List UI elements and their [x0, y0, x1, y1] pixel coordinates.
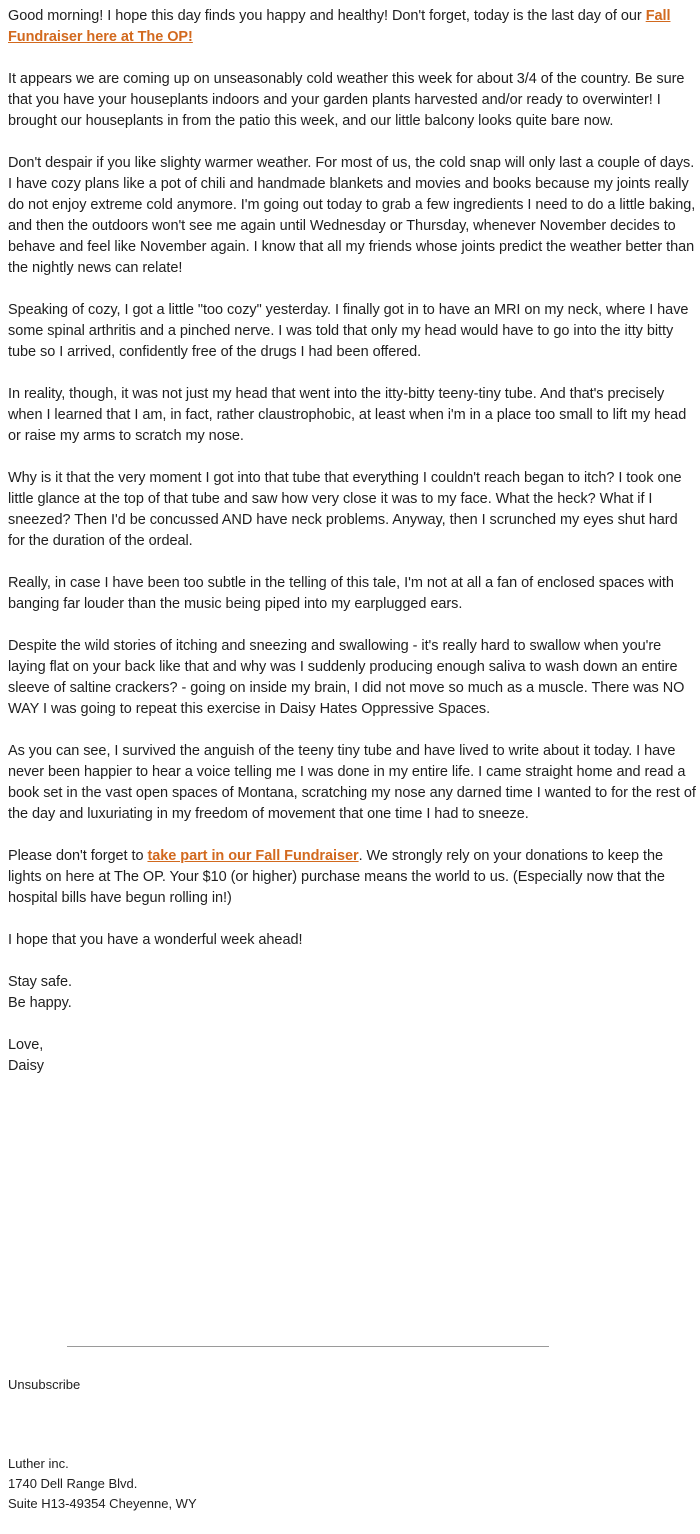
stay-safe-line: Stay safe.	[8, 974, 72, 990]
signoff-block	[8, 1035, 698, 1077]
stay-safe-block	[8, 972, 698, 1014]
email-body	[8, 6, 698, 1077]
wish-paragraph: I hope that you have a wonderful week ahead!	[8, 932, 303, 948]
fall-fundraiser-link[interactable]: Fall Fundraiser here at The OP!	[8, 8, 671, 45]
signature-name: Daisy	[8, 1058, 45, 1074]
unsubscribe-link[interactable]: Unsubscribe	[8, 1377, 81, 1392]
be-happy-line: Be happy.	[8, 995, 72, 1011]
survived-paragraph: As you can see, I survived the anguish of the teeny tiny tube and have lived to write about it today. I have never been happier to hear a voice telling me I was done in my entire life. I came straight home and read a book set in the vast open spaces of Montana, scratching my nose any darned time I wanted to for the rest of the day and luxuriating in my freedom of movement that one time I had to sneeze.	[8, 743, 696, 822]
cozy-plans-paragraph: Don't despair if you like slighty warmer weather. For most of us, the cold snap will only last a couple of days. I have cozy plans like a pot of chili and handmade blankets and movies and books because my joints really do not enjoy extreme cold anymore. I'm going out today to grab a few ingredients I need to do a little baking, and then the outdoors won't see me again until Wednesday or Thursday, whenever November decides to behave and feel like November again. I know that all my friends whose joints predict the weather better than the nightly news can relate!	[8, 155, 696, 276]
tube-paragraph: In reality, though, it was not just my head that went into the itty-bitty teeny-tiny tube. And that's precisely when I learned that I am, in fact, rather claustrophobic, at least when i'm in a place too small to lift my head or raise my arms to scratch my nose.	[8, 386, 687, 444]
footer-address	[8, 1454, 197, 1514]
weather-paragraph: It appears we are coming up on unseasonably cold weather this week for about 3/4 of the country. Be sure that you have your houseplants indoors and your garden plants harvested and/or ready to overwinter! I brought our houseplants in from the patio this week, and our little balcony looks quite bare now.	[8, 71, 685, 129]
take-part-fundraiser-link[interactable]: take part in our Fall Fundraiser	[147, 848, 359, 864]
greeting-text: Good morning! I hope this day finds you happy and healthy! Don't forget, today is the last day of our	[8, 8, 646, 24]
greeting-paragraph	[8, 6, 698, 48]
donate-paragraph	[8, 846, 698, 909]
suite-city: Suite H13-49354 Cheyenne, WY	[8, 1496, 197, 1511]
enclosed-spaces-paragraph: Really, in case I have been too subtle in the telling of this tale, I'm not at all a fan of enclosed spaces with banging far louder than the music being piped into my earplugged ears.	[8, 575, 674, 612]
no-way-paragraph: Despite the wild stories of itching and sneezing and swallowing - it's really hard to swallow when you're laying flat on your back like that and why was I suddenly producing enough saliva to wash down an entire sleeve of saltine crackers? - going on inside my brain, I did not move so much as a muscle. There was NO WAY I was going to repeat this exercise in Daisy Hates Oppressive Spaces.	[8, 638, 685, 717]
love-line: Love,	[8, 1037, 44, 1053]
mri-paragraph: Speaking of cozy, I got a little "too cozy" yesterday. I finally got in to have an MRI on my neck, where I have some spinal arthritis and a pinched nerve. I was told that only my head would have to go into the itty bitty tube so I arrived, confidently free of the drugs I had been offered.	[8, 302, 689, 360]
itch-paragraph: Why is it that the very moment I got into that tube that everything I couldn't reach began to itch? I took one little glance at the top of that tube and saw how very close it was to my face. What the heck? What if I sneezed? Then I'd be concussed AND have neck problems. Anyway, then I scrunched my eyes shut hard for the duration of the ordeal.	[8, 470, 682, 549]
donate-text-before: Please don't forget to	[8, 848, 148, 864]
donate-text-after: . We strongly rely on your donations to keep the lights on here at The OP. Your $10 (or higher) purchase means the world to us. (Especially now that the hospital bills have begun rolling in!)	[8, 848, 665, 906]
footer-divider	[67, 1346, 549, 1347]
street-address: 1740 Dell Range Blvd.	[8, 1476, 138, 1491]
company-name: Luther inc.	[8, 1456, 69, 1471]
